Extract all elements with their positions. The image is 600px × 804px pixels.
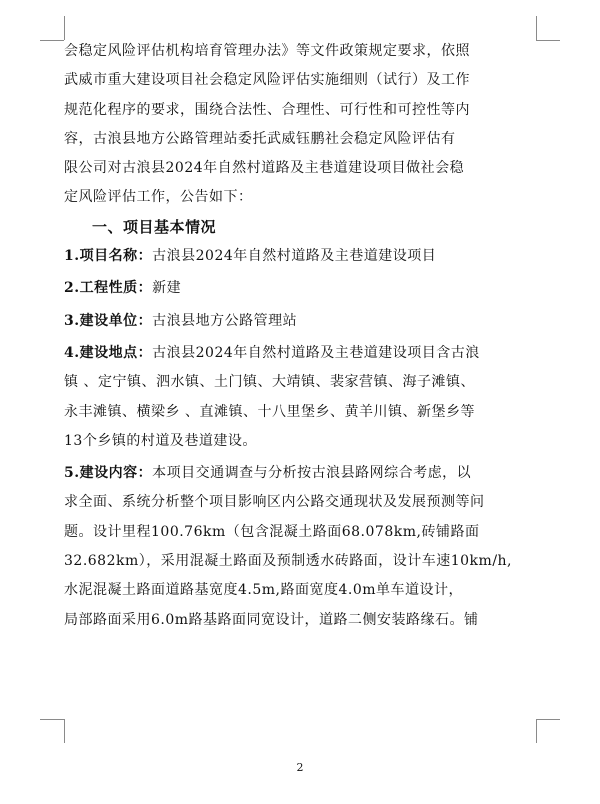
item-value: 古浪县地方公路管理站 bbox=[152, 312, 298, 329]
item-continuation: 水泥混凝土路面道路基宽度4.5m,路面宽度4.0m单车道设计， bbox=[64, 582, 464, 599]
item-label: 4.建设地点： bbox=[64, 344, 153, 361]
item-continuation: 32.682km），采用混凝土路面及预制透水砖路面，设计车速10km/h, bbox=[64, 553, 513, 570]
item-continuation: 永丰滩镇、横梁乡 、直滩镇、十八里堡乡、黄羊川镇、新堡乡等 bbox=[64, 403, 475, 420]
item-construction-location bbox=[64, 339, 536, 368]
item-label: 5.建设内容： bbox=[64, 465, 153, 482]
item-project-nature bbox=[64, 274, 536, 303]
item-value: 新建 bbox=[152, 280, 182, 297]
page-number: 2 bbox=[296, 761, 304, 774]
intro-line: 限公司对古浪县2024年自然村道路及主巷道建设项目做社会稳 bbox=[64, 160, 465, 177]
intro-line: 规范化程序的要求，围绕合法性、合理性、可行性和可控性等内 bbox=[64, 101, 470, 118]
intro-line: 会稳定风险评估机构培育管理办法》等文件政策规定要求，依照 bbox=[64, 43, 470, 59]
item-construction-content bbox=[64, 459, 536, 488]
item-continuation: 求全面、系统分析整个项目影响区内公路交通现状及发展预测等问 bbox=[64, 494, 485, 511]
intro-line: 定风险评估工作，公告如下： bbox=[64, 189, 253, 206]
section-heading: 一、项目基本情况 bbox=[92, 217, 217, 236]
item-label: 2.工程性质： bbox=[64, 280, 153, 297]
crop-mark-bottom-left-h bbox=[40, 719, 64, 720]
item-label: 1.项目名称： bbox=[64, 248, 153, 265]
document-body bbox=[64, 37, 536, 635]
item-project-name bbox=[64, 242, 536, 271]
item-label: 3.建设单位： bbox=[64, 312, 153, 329]
item-continuation: 镇 、定宁镇、泗水镇、土门镇、大靖镇、裴家营镇、海子滩镇、 bbox=[64, 374, 475, 391]
item-continuation: 局部路面采用6.0m路基路面同宽设计，道路二侧安装路缘石。铺 bbox=[64, 611, 479, 628]
crop-mark-top-right-h bbox=[536, 40, 560, 41]
item-value: 本项目交通调查与分析按古浪县路网综合考虑，以 bbox=[152, 465, 472, 482]
intro-line: 武威市重大建设项目社会稳定风险评估实施细则（试行）及工作 bbox=[64, 72, 470, 89]
item-value: 古浪县2024年自然村道路及主巷道建设项目含古浪 bbox=[152, 344, 480, 361]
crop-mark-bottom-right-h bbox=[536, 719, 560, 720]
item-continuation: 题。设计里程100.76km（包含混凝土路面68.078km,砖铺路面 bbox=[64, 523, 480, 540]
intro-line: 容，古浪县地方公路管理站委托武威钰鹏社会稳定风险评估有 bbox=[64, 130, 456, 147]
crop-mark-bottom-left-v bbox=[64, 719, 65, 743]
crop-mark-top-right-v bbox=[536, 16, 537, 40]
crop-mark-top-left-h bbox=[40, 40, 64, 41]
item-construction-unit bbox=[64, 307, 536, 336]
item-value: 古浪县2024年自然村道路及主巷道建设项目 bbox=[152, 248, 437, 265]
item-continuation: 13个乡镇的村道及巷道建设。 bbox=[64, 432, 257, 449]
crop-mark-bottom-right-v bbox=[536, 719, 537, 743]
